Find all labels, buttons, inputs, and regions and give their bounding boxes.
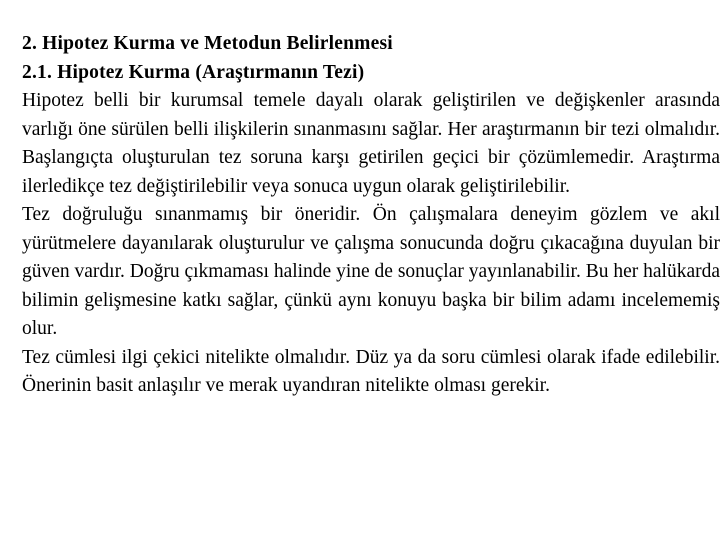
- section-title: 2. Hipotez Kurma ve Metodun Belirlenmesi: [22, 33, 393, 54]
- document-page: [22, 30, 720, 401]
- paragraph-thesis-proposal: Tez doğruluğu sınanmamış bir öneridir. Ön çalışmalara deneyim gözlem ve akıl yürütmelere dayanılarak oluşturulur ve çalışma sonucunda doğru çıkacağına duyulan bir güven vardır. Doğru çıkmaması halinde yine de sonuçlar yayınlanabilir. Bu her halükarda bilimin gelişmesine katkı sağlar, çünkü aynı konuyu başka bir bilim adamı incelememiş olur.: [22, 204, 720, 339]
- paragraph-hypothesis-definition: Hipotez belli bir kurumsal temele dayalı olarak geliştirilen ve değişkenler arasında varlığı öne sürülen belli ilişkilerin sınanmasını sağlar. Her araştırmanın bir tezi olmalıdır. Başlangıçta oluşturulan tez soruna karşı getirilen geçici bir çözümlemedir. Araştırma ilerledikçe tez değiştirilebilir veya sonuca uygun olarak geliştirilebilir.: [22, 90, 720, 197]
- subsection-title: 2.1. Hipotez Kurma (Araştırmanın Tezi): [22, 61, 365, 83]
- paragraph-thesis-sentence: Tez cümlesi ilgi çekici nitelikte olmalıdır. Düz ya da soru cümlesi olarak ifade edilebilir. Önerinin basit anlaşılır ve merak uyandıran nitelikte olması gerekir.: [22, 346, 720, 396]
